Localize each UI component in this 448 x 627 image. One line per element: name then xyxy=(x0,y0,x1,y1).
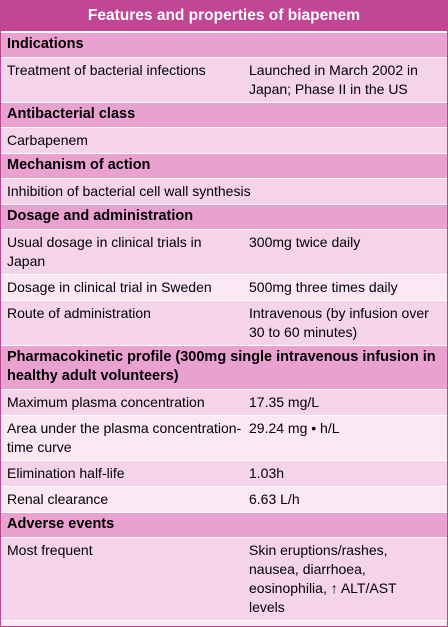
row-value: 17.35 mg/L xyxy=(249,394,320,410)
row-value: 1.03h xyxy=(249,465,285,481)
table-row xyxy=(1,461,447,487)
row-value: 29.24 mg • h/L xyxy=(249,420,340,436)
row-label: Maximum plasma concentration xyxy=(7,394,205,410)
row-value: Launched in March 2002 in Japan; Phase II in the US xyxy=(249,62,418,97)
table-row xyxy=(1,487,447,513)
row-label: Route of administration xyxy=(7,305,151,321)
section-heading-dosage: Dosage and administration xyxy=(1,205,447,230)
section-heading-mechanism: Mechanism of action xyxy=(1,154,447,179)
section-heading-pharmacokinetics: Pharmacokinetic profile (300mg single intravenous infusion in healthy adult volunteers) xyxy=(1,346,447,390)
row-label: Renal clearance xyxy=(7,491,109,507)
section-heading-indications: Indications xyxy=(1,33,447,58)
table-row xyxy=(1,416,447,461)
table-row xyxy=(1,230,447,275)
row-label: Dosage in clinical trial in Sweden xyxy=(7,279,212,295)
row-value: Skin eruptions/rashes, nausea, diarrhoea, eosinophilia, ↑ ALT/AST levels xyxy=(249,542,397,615)
table-row xyxy=(1,390,447,416)
row-label: Elimination half-life xyxy=(7,465,125,481)
row-label: Most frequent xyxy=(7,542,93,558)
row-value: 300mg twice daily xyxy=(249,234,361,250)
table-row xyxy=(1,179,447,205)
table-row xyxy=(1,58,447,103)
section-heading-adverse-events: Adverse events xyxy=(1,513,447,538)
table-row xyxy=(1,128,447,154)
row-value: 500mg three times daily xyxy=(249,279,398,295)
row-text: Carbapenem xyxy=(7,132,88,148)
row-text: Inhibition of bacterial cell wall synthesis xyxy=(7,183,251,199)
row-value: Intravenous (by infusion over 30 to 60 minutes) xyxy=(249,305,429,340)
row-label: Area under the plasma concentration-time curve xyxy=(7,420,242,455)
section-heading-class: Antibacterial class xyxy=(1,103,447,128)
table-row xyxy=(1,301,447,346)
row-label: Treatment of bacterial infections xyxy=(7,62,206,78)
row-label: Usual dosage in clinical trials in Japan xyxy=(7,234,202,269)
table-row xyxy=(1,275,447,301)
table-title: Features and properties of biapenem xyxy=(1,1,447,33)
row-value: 6.63 L/h xyxy=(249,491,300,507)
table-row xyxy=(1,538,447,621)
